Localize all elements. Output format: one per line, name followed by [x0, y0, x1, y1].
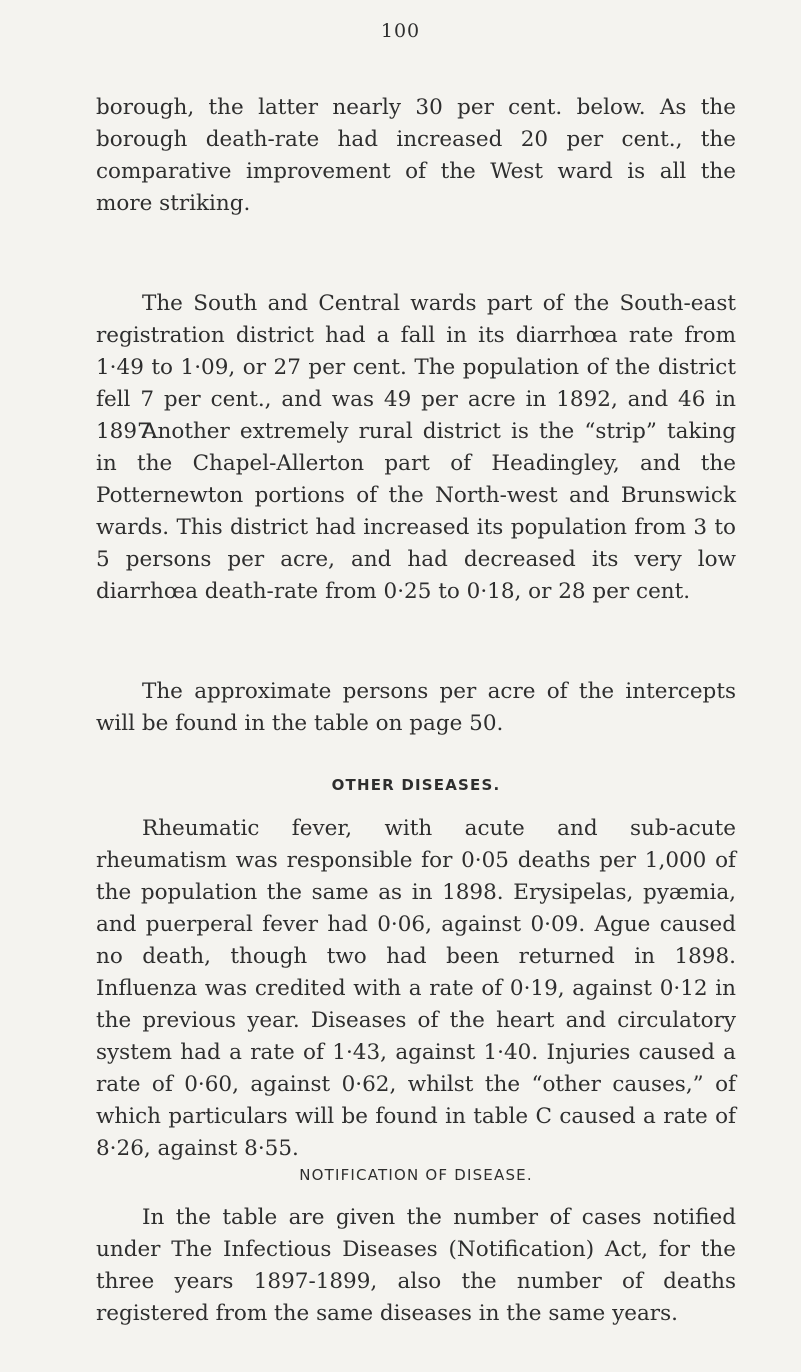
paragraph-text: Rheumatic fever, with acute and sub-acute rheumatism was responsible for 0·05 deaths per 1,000 of the population the same as in 1898. Erysipelas, pyæmia, and puerperal fever had 0·06, against 0·09. Ague caused no death, though two had been returned in 1898. Influenza was credited with a rate of 0·19, against 0·12 in the previous year. Diseases of the heart and circulatory system had a rate of 1·43, against 1·40. Injuries caused a rate of 0·60, against 0·62, whilst the “other causes,” of which particulars will be found in table C caused a rate of 8·26, against 8·55. — [96, 816, 736, 1161]
paragraph-text: In the table are given the number of cases notified under The Infectious Diseases (Notification) Act, for the three years 1897-1899, also the number of deaths registered from the same diseases in the same years. — [96, 1205, 736, 1326]
section-heading-notification-of-disease: NOTIFICATION OF DISEASE. — [299, 1166, 533, 1184]
paragraph-intercepts-table-reference — [96, 676, 736, 740]
page-number: 100 — [380, 20, 421, 42]
paragraph-text: The South and Central wards part of the South-east registration district had a fall in its diarrhœa rate from 1·49 to 1·09, or 27 per cent. The population of the district fell 7 per cent., and was 49 per acre in 1892, and 46 in 1897. — [96, 291, 736, 444]
paragraph-borough-comparison — [96, 92, 736, 220]
paragraph-text: The approximate persons per acre of the intercepts will be found in the table on page 50. — [96, 679, 736, 736]
paragraph-rural-strip-district — [96, 416, 736, 608]
paragraph-text: Another extremely rural district is the “strip” taking in the Chapel-Allerton part of Headingley, and the Potternewton portions of the North-west and Brunswick wards. This district had increased its population from 3 to 5 persons per acre, and had decreased its very low diarrhœa death-rate from 0·25 to 0·18, or 28 per cent. — [96, 419, 736, 604]
section-heading-other-diseases: OTHER DISEASES. — [331, 776, 501, 794]
paragraph-notification-of-disease — [96, 1202, 736, 1330]
paragraph-text: borough, the latter nearly 30 per cent. below. As the borough death-rate had increased 20 per cent., the comparative improvement of the West ward is all the more striking. — [96, 95, 736, 216]
paragraph-other-diseases — [96, 813, 736, 1165]
